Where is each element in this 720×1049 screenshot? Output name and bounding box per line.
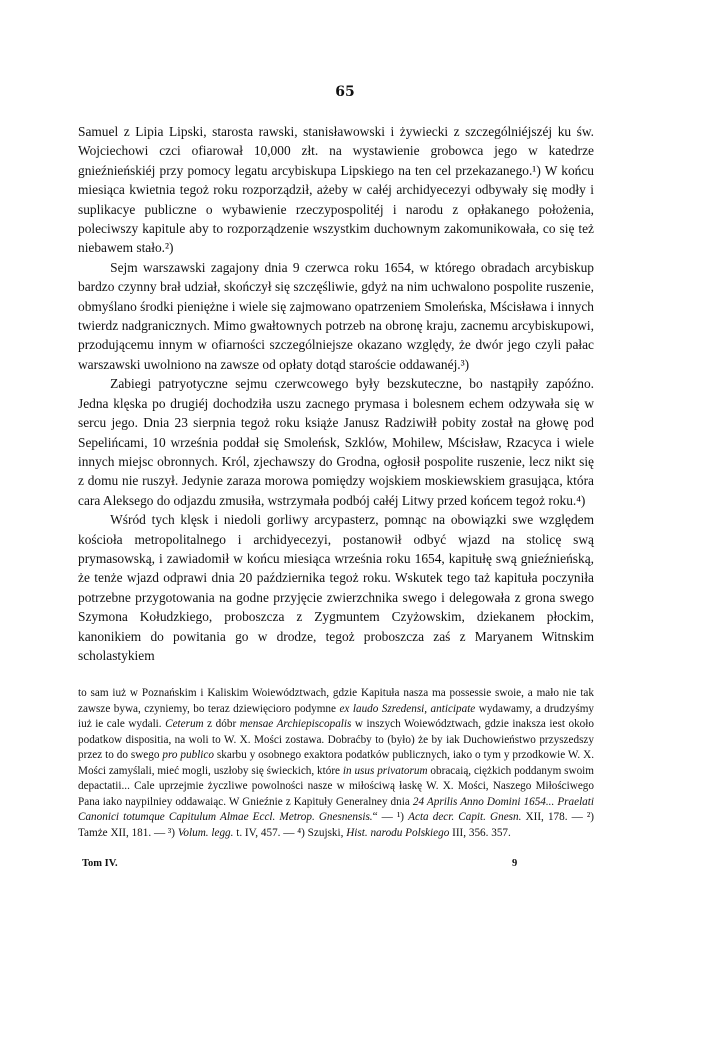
footnote-italic: Volum. legg. (177, 826, 234, 839)
footnote-segment: XII, 178. — ²) Tamże XII, 181. — ³) (78, 811, 594, 839)
footnote-italic: 24 Aprilis Anno Domini 1654... Praelati Canonici totumque Capitulum Almae Eccl. Metrop. Gnesnensis. (78, 795, 594, 823)
footnote-segment: obracaią, ciężkich poddanym swoim depactatii... Cale uprzejmie życzliwe powolności nasze w miłościwą łaskę W. X. Mości, Naszego Miłościwego Pana iako naypilniey oddawaiąc. W Gnieźnie z Kapituły Generalney dnia (78, 764, 594, 808)
footnote-italic: Hist. narodu Polskiego (346, 826, 450, 839)
page-number: 65 (335, 84, 355, 100)
footnote-segment: to sam iuż w Poznańskim i Kaliskim Woiewództwach, gdzie Kapituła nasza ma possessie swoie, a mało nie tak zawsze bywa, czyniemy, bo teraz dziewięcioro podymne (78, 687, 594, 715)
footnote-segment: skarbu y osobnego exaktora podatków publicznych, iako o tym y przodkowie W. X. Mości zamyślali, mieć mogli, uszłoby się świeckich, które (78, 749, 594, 777)
volume-label: Tom IV. (82, 858, 118, 869)
footnote-segment: III, 356. 357. (449, 826, 511, 839)
footnote-segment: w inszych Woiewództwach, gdzie inaksza iest około podatkow dispositia, na woli to W. X. Mości zostawa. Dobraćby to (było) że by iak Duchowieństwo przyszedszy przez to do swego (78, 718, 594, 761)
footnote-segment: z dóbr (203, 718, 240, 730)
footnote-segment: wydawamy, a drudzyśmy iuż ie cale wydali. (78, 702, 594, 730)
footnote-italic: mensae Archiepiscopalis (239, 718, 352, 730)
footnote-segment: “ — ¹) (372, 811, 409, 823)
main-text (78, 122, 594, 665)
signature-mark: 9 (512, 858, 518, 869)
footnote-text (78, 686, 594, 841)
footnote-italic: ex laudo Szredensi, anticipate (339, 702, 476, 715)
paragraph-2: Sejm warszawski zagajony dnia 9 czerwca roku 1654, w którego obradach arcybiskup bardzo czynny brał udział, skończył się szczęśliwie, gdyż na nim uchwalono pospolite ruszenie, obmyślano środki pieniężne i wiele się zajmowano opatrzeniem Smoleńska, Mścisława i innych twierdz nadgranicznych. Mimo gwałtownych potrzeb na obronę kraju, zacnemu arcybiskupowi, przodującemu innym w ofiarności szczególniejsze okazano względy, że dwór jego czyli pałac warszawski uwolniono na zawsze od opłaty dotąd staroście oddawanéj.³) (78, 259, 594, 372)
paragraph-4: Wśród tych klęsk i niedoli gorliwy arcypasterz, pomnąc na obowiązki swe względem kościoła metropolitalnego i archidyecezyi, postanowił odbyć wjazd na stolicę swą prymasowską, i zawiadomił w końcu miesiąca września roku 1654, kapitułę swą gnieźnieńską, że tenże wjazd odprawi dnia 20 października tegoż roku. Wskutek tego taż kapituła poczyniła potrzebne przygotowania na godne przyjęcie zwierzchnika swego i delegowała z grona swego Szymona Kołudzkiego, proboszcza z Zygmuntem Czyżowskim, dziekanem płockim, kanonikiem do powitania go w drodze, tegoż proboszcza zaś z Maryanem Witnskim scholastykiem (78, 512, 594, 663)
paragraph-1: Samuel z Lipia Lipski, starosta rawski, stanisławowski i żywiecki z szczególniéjszéj ku św. Wojciechowi czci ofiarował 10,000 złt. na wystawienie grobowca jego w katedrze gnieźnieńskiéj przy pomocy legatu arcybiskupa Lipskiego na ten cel przekazanego.¹) W końcu miesiąca kwietnia tegoż roku rozporządził, ażeby w całéj archidyecezyi odbywały się modły i suplikacye publiczne o wybawienie rzeczypospolitéj i narodu z opłakanego położenia, poleciwszy kapitule aby to rozporządzenie wszystkim duchownym zakomunikowała, co się też niebawem stało.²) (78, 124, 594, 256)
paragraph-3: Zabiegi patryotyczne sejmu czerwcowego były bezskuteczne, bo nastąpiły zapóźno. Jedna klęska po drugiéj dochodziła uszu zacnego prymasa i bolesnem echem odzywała się w sercu jego. Dnia 23 sierpnia tegoż roku książe Janusz Radziwiłł pobity został na głowę pod Sepelińcami, 10 września poddał się Smoleńsk, Szklów, Mohilew, Mścisław, Rzacyca i wiele innych miejsc obronnych. Król, zjechawszy do Grodna, ogłosił pospolite ruszenie, lecz nikt się z domu nie ruszył. Jedynie zaraza morowa pomiędzy wojskiem moskiewskiem grasująca, która cara Aleksego do odjazdu zmusiła, wstrzymała podbój całéj Litwy przed końcem tegoż roku.⁴) (78, 376, 594, 508)
footnote-italic: Ceterum (165, 718, 204, 730)
footnote-segment: t. IV, 457. — ⁴) Szujski, (233, 826, 347, 839)
footnote-italic: Acta decr. Capit. Gnesn. (408, 811, 522, 823)
footnote-italic: pro publico (162, 749, 214, 761)
footnotes (78, 686, 594, 841)
footnote-italic: in usus privatorum (342, 764, 428, 777)
